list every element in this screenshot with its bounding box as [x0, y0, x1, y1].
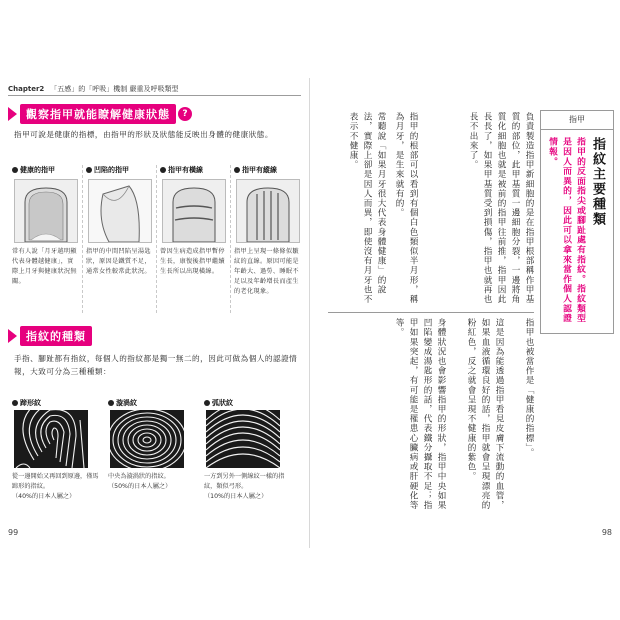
page-number: 99: [8, 528, 19, 537]
horizontal-line-nail-image: [162, 179, 226, 243]
body-column: 指甲也被當作是「健康的指標」。: [524, 318, 534, 458]
nail-card-title: 指甲有橫線: [160, 165, 203, 175]
chapter-title: 「五感」的「呼吸」機制 嚴重及呼吸類型: [50, 85, 179, 93]
section-heading-fingerprints: [8, 326, 92, 346]
fingerprint-caption: 中央為漩渦狀的指紋。: [108, 473, 170, 480]
vertical-line-nail-image: [236, 179, 300, 243]
sidebar-highlight-text: 指甲的反面指尖或腳趾處有指紋。指紋類型是因人而異的，因此可以拿來當作個人認證情報。: [547, 137, 585, 324]
page-number: 98: [601, 528, 612, 537]
sidebar-box: [540, 110, 614, 334]
upper-text-block: [326, 112, 536, 308]
healthy-nail-image: [14, 179, 78, 243]
fingerprint-type-title: 弧狀紋: [204, 398, 233, 408]
sidebar-title: 指紋主要種類: [590, 137, 605, 227]
nail-card-caption: 常有人說「月牙越明顯代表身體越健康」，實際上月牙與健康狀況無關。: [12, 248, 77, 285]
nail-card-caption: 曾因生病造成指甲暫停生長，康復後指甲繼續生長所以出現橫線。: [160, 248, 225, 275]
fingerprint-caption: 從一邊開始又再回到原邊，僅馬蹄形的指紋。: [12, 473, 99, 490]
nail-cards: [12, 165, 302, 315]
right-page: [310, 0, 620, 620]
nail-card-title: 健康的指甲: [12, 165, 55, 175]
nail-card-caption: 指甲上呈現一條條似皺紋的直線。原因可能是年齡大、過勞、睡眠不足以及年齡增長而產生的老化現象。: [234, 248, 299, 295]
loop-fingerprint-image: [14, 410, 88, 468]
body-column: 指甲的根部可以看到有個白色類似半月形，稱為月牙，是生來就有的。: [394, 112, 418, 304]
card-separator: [82, 165, 83, 313]
fingerprint-caption: 一方到另外一側線紋一樣的指紋，類似弓形。: [204, 473, 285, 490]
triangle-bullet-icon: [8, 107, 17, 121]
chapter-label: Chapter2: [8, 85, 45, 93]
body-column: 常聽說「如果月牙很大代表身體健康」的說法，實際上卻是因人而異，即使沒有月牙也不表示不健康。: [348, 112, 386, 304]
card-separator: [230, 165, 231, 313]
chapter-header: [8, 84, 179, 94]
section-heading-nails: [8, 104, 192, 124]
spoon-nail-image: [88, 179, 152, 243]
lower-text-block: [326, 318, 536, 514]
text-rule: [328, 312, 534, 313]
body-column: 負責製造指甲新細胞的是在指甲根部稱作甲基質的部位，此甲基質一邊細胞分裂，一邊將角質化細胞也就是被前的指甲往前推，指甲因此長長了，如果甲基質受到損傷，指甲也就再也長不出來了。: [468, 112, 534, 304]
fingerprint-types: [12, 398, 302, 538]
triangle-bullet-icon: [8, 329, 17, 343]
whorl-fingerprint-image: [110, 410, 184, 468]
body-column: 身體狀況也會影響指甲的形狀，指甲中央如果凹陷變成湯匙形的話，代表鐵分攝取不足；指甲如果突起，有可能是罹患心臟病或肝硬化等等。: [394, 318, 446, 510]
section-lead: 手指、腳趾都有指紋，每個人的指紋都是獨一無二的，因此可做為個人的認證情報，大致可分為三種種類：: [14, 354, 298, 376]
chapter-rule: [8, 95, 301, 96]
fingerprint-percentage: （40%的日本人屬之）: [12, 493, 76, 500]
section-title: 觀察指甲就能瞭解健康狀態: [20, 104, 176, 124]
nail-card-title: 指甲有縱線: [234, 165, 277, 175]
fingerprint-percentage: （10%的日本人屬之）: [204, 493, 268, 500]
fingerprint-type-title: 漩渦紋: [108, 398, 137, 408]
card-separator: [156, 165, 157, 313]
fingerprint-type-title: 蹄形紋: [12, 398, 41, 408]
arch-fingerprint-image: [206, 410, 280, 468]
section-title: 指紋的種類: [20, 326, 92, 346]
fingerprint-percentage: （50%的日本人屬之）: [108, 483, 172, 490]
question-mark-icon: ?: [178, 107, 192, 121]
sidebar-tab: 指甲: [541, 111, 613, 130]
nail-card-title: 凹陷的指甲: [86, 165, 129, 175]
nail-card-caption: 指甲的中間凹陷呈湯匙狀，原因是鐵質不足，通常女性較常此狀況。: [86, 248, 151, 275]
section-lead: 指甲可說是健康的指標，由指甲的形狀及狀態能反映出身體的健康狀態。: [14, 130, 273, 139]
body-column: 這是因為能透過指甲看見皮膚下流動的血管，如果血液循環良好的話，指甲就會呈現漂亮的粉紅色，反之就會呈現不健康的紫色。: [466, 318, 504, 510]
